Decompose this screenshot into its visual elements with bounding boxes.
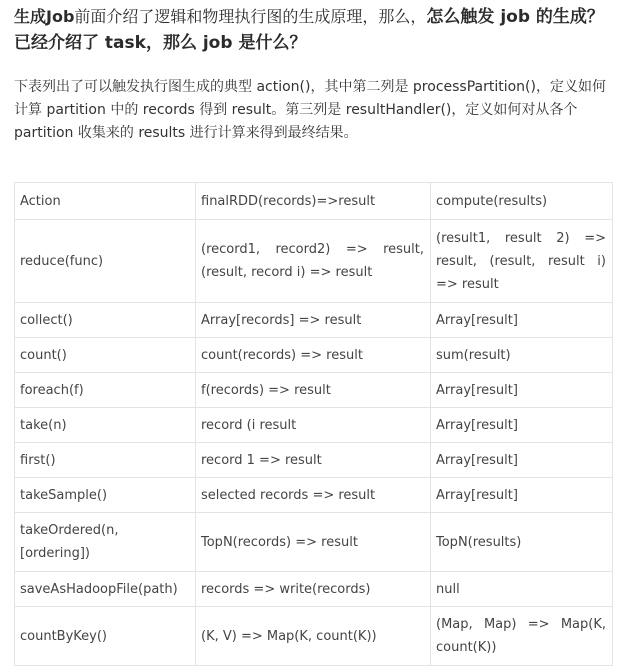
cell-process: count(records) => result xyxy=(196,338,431,373)
heading-question: 怎么触发 job 的生成？已经介绍了 task，那么 job 是什么？ xyxy=(14,7,604,53)
header-action: Action xyxy=(15,183,196,220)
cell-action: collect() xyxy=(15,303,196,338)
cell-handler: Array[result] xyxy=(431,443,613,478)
cell-action: take(n) xyxy=(15,408,196,443)
table-row xyxy=(15,513,613,572)
cell-handler: Array[result] xyxy=(431,478,613,513)
cell-process: (record1, record2) => result, (result, record i) => result xyxy=(196,220,431,303)
section-heading xyxy=(14,4,614,56)
cell-action: first() xyxy=(15,443,196,478)
cell-action: countByKey() xyxy=(15,607,196,666)
cell-process: records => write(records) xyxy=(196,572,431,607)
cell-handler: TopN(results) xyxy=(431,513,613,572)
table-row xyxy=(15,572,613,607)
cell-handler: sum(result) xyxy=(431,338,613,373)
table-row xyxy=(15,373,613,408)
heading-text: 前面介绍了逻辑和物理执行图的生成原理，那么， xyxy=(74,7,427,26)
table-header-row xyxy=(15,183,613,220)
cell-process: f(records) => result xyxy=(196,373,431,408)
cell-action: reduce(func) xyxy=(15,220,196,303)
table-row xyxy=(15,338,613,373)
cell-process: record (i result xyxy=(196,408,431,443)
cell-handler: (result1, result 2) => result, (result, result i) => result xyxy=(431,220,613,303)
action-table xyxy=(14,182,613,666)
cell-handler: null xyxy=(431,572,613,607)
cell-action: count() xyxy=(15,338,196,373)
header-process-partition: finalRDD(records)=>result xyxy=(196,183,431,220)
cell-action: takeOrdered(n, [ordering]) xyxy=(15,513,196,572)
cell-process: record 1 => result xyxy=(196,443,431,478)
cell-action: saveAsHadoopFile(path) xyxy=(15,572,196,607)
intro-paragraph: 下表列出了可以触发执行图生成的典型 action()，其中第二列是 processPartition()，定义如何计算 partition 中的 records 得到 result。第三列是 resultHandler()，定义如何对从各个 partition 收集来的 results 进行计算来得到最终结果。 xyxy=(14,79,606,141)
table-row xyxy=(15,408,613,443)
cell-action: foreach(f) xyxy=(15,373,196,408)
cell-process: selected records => result xyxy=(196,478,431,513)
cell-handler: Array[result] xyxy=(431,373,613,408)
table-row xyxy=(15,220,613,303)
cell-process: Array[records] => result xyxy=(196,303,431,338)
cell-handler: (Map, Map) => Map(K, count(K)) xyxy=(431,607,613,666)
table-row xyxy=(15,303,613,338)
cell-handler: Array[result] xyxy=(431,408,613,443)
header-result-handler: compute(results) xyxy=(431,183,613,220)
heading-title: 生成Job xyxy=(14,7,75,26)
cell-handler: Array[result] xyxy=(431,303,613,338)
table-row xyxy=(15,443,613,478)
table-row xyxy=(15,478,613,513)
cell-process: TopN(records) => result xyxy=(196,513,431,572)
cell-process: (K, V) => Map(K, count(K)) xyxy=(196,607,431,666)
cell-action: takeSample() xyxy=(15,478,196,513)
table-row xyxy=(15,607,613,666)
